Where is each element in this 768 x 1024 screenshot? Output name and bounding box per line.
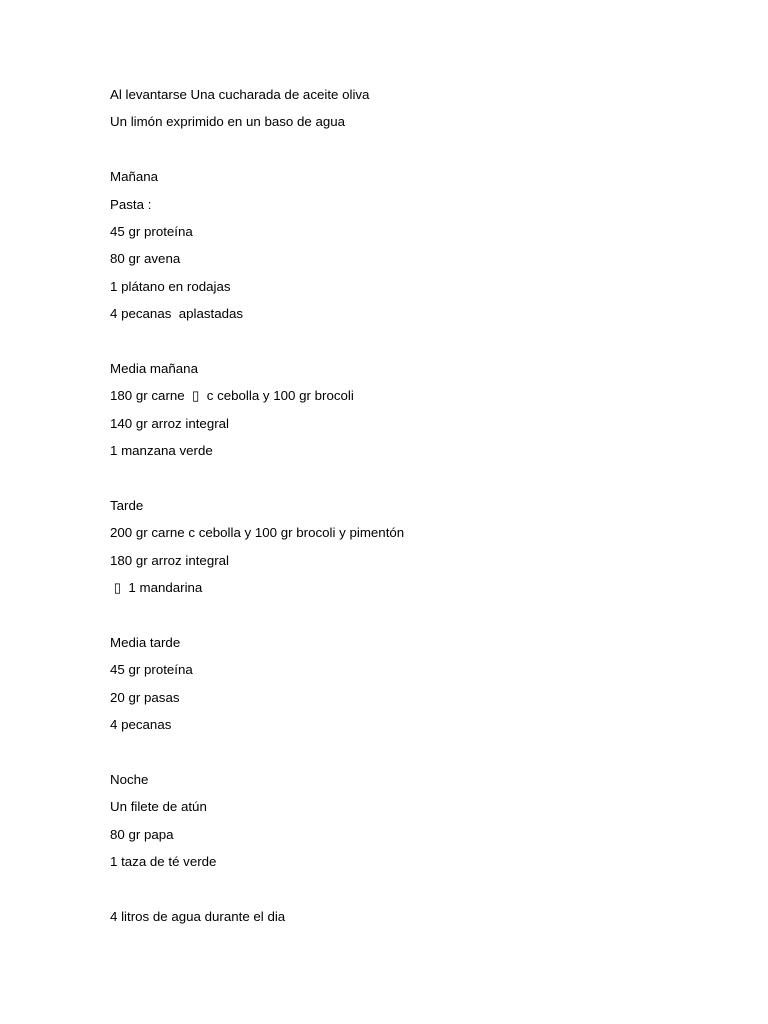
paragraph-spacer — [110, 604, 710, 631]
document-line: 45 gr proteína — [110, 662, 193, 678]
document-line: Un filete de atún — [110, 799, 207, 815]
document-line: ▯ 1 mandarina — [110, 580, 203, 596]
document-line: 1 plátano en rodajas — [110, 278, 231, 294]
document-line: 180 gr carne ▯ c cebolla y 100 gr brocoli — [110, 388, 354, 404]
document-line: Pasta : — [110, 196, 152, 212]
document-line: 4 pecanas aplastadas — [110, 306, 244, 322]
paragraph-spacer — [110, 331, 710, 358]
document-line: 200 gr carne c cebolla y 100 gr brocoli y pimentón — [110, 525, 405, 541]
document-line: Media tarde — [110, 634, 181, 650]
paragraph-spacer — [110, 139, 710, 166]
document-line: 4 pecanas — [110, 716, 172, 732]
document-line: Mañana — [110, 169, 159, 185]
document-line: 20 gr pasas — [110, 689, 180, 705]
document-line: 80 gr papa — [110, 826, 174, 842]
document-body — [110, 84, 710, 933]
document-line: Noche — [110, 771, 149, 787]
document-line: 180 gr arroz integral — [110, 552, 229, 568]
paragraph-spacer — [110, 467, 710, 494]
document-line: Al levantarse Una cucharada de aceite oliva — [110, 87, 370, 102]
document-line: 1 taza de té verde — [110, 853, 217, 869]
document-line: 80 gr avena — [110, 251, 181, 267]
document-line: 4 litros de agua durante el dia — [110, 908, 286, 924]
document-line: Media mañana — [110, 360, 198, 376]
document-line: Un limón exprimido en un baso de agua — [110, 114, 346, 130]
document-line: 140 gr arroz integral — [110, 415, 229, 431]
document-line: 1 manzana verde — [110, 443, 213, 459]
paragraph-spacer — [110, 878, 710, 905]
paragraph-spacer — [110, 741, 710, 768]
document-line: 45 gr proteína — [110, 223, 193, 239]
document-line: Tarde — [110, 497, 144, 513]
